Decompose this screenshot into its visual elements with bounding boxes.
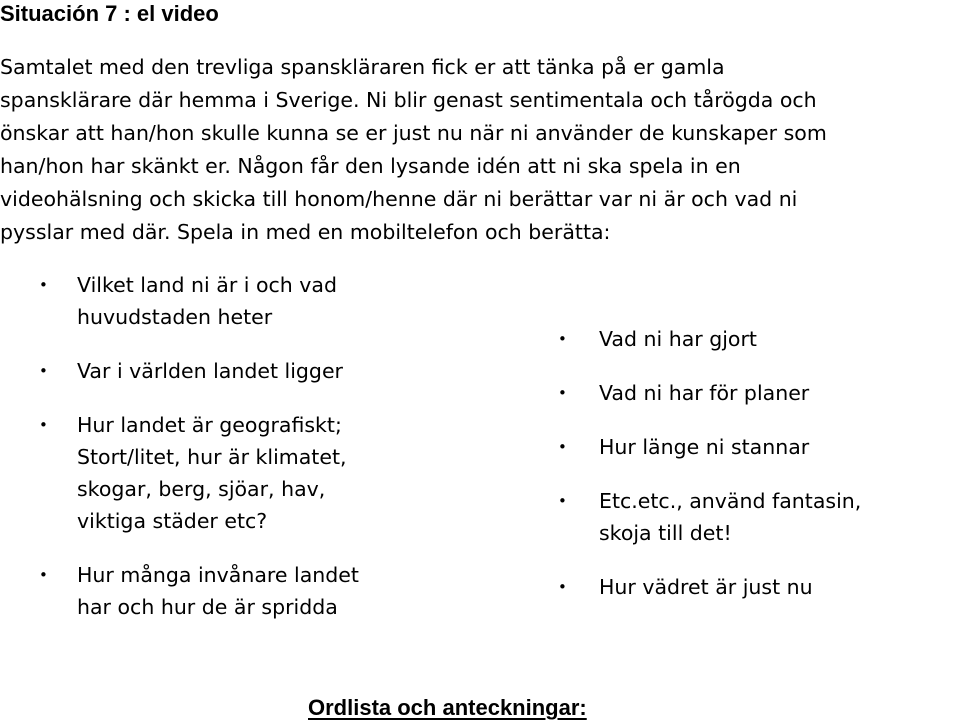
page-title: Situación 7 : el video bbox=[0, 1, 219, 26]
list-item-line: Hur länge ni stannar bbox=[599, 435, 810, 459]
list-item bbox=[522, 431, 957, 463]
list-item-line: har och hur de är spridda bbox=[77, 595, 338, 619]
right-bullet-list bbox=[522, 323, 957, 625]
list-item bbox=[0, 559, 470, 623]
list-item bbox=[0, 409, 470, 537]
list-item-line: Hur landet är geografiskt; bbox=[77, 413, 342, 437]
list-item-line: skogar, berg, sjöar, hav, bbox=[77, 477, 326, 501]
intro-line: han/hon har skänkt er. Någon får den lysande idén att ni ska spela in en bbox=[0, 154, 741, 178]
list-item-line: Etc.etc., använd fantasin, bbox=[599, 489, 862, 513]
notes-heading: Ordlista och anteckningar: bbox=[308, 695, 587, 720]
list-item bbox=[522, 323, 957, 355]
bullet-icon: • bbox=[558, 330, 567, 348]
list-item-line: viktiga städer etc? bbox=[77, 509, 268, 533]
bullet-icon: • bbox=[558, 492, 567, 510]
list-item-line: Hur många invånare landet bbox=[77, 563, 359, 587]
bullet-icon: • bbox=[39, 276, 48, 294]
list-item-line: Vilket land ni är i och vad bbox=[77, 273, 338, 297]
list-item bbox=[522, 485, 957, 549]
bullet-icon: • bbox=[558, 438, 567, 456]
list-item bbox=[522, 377, 957, 409]
list-item-line: Var i världen landet ligger bbox=[77, 359, 343, 383]
list-item-line: Hur vädret är just nu bbox=[599, 575, 813, 599]
list-item bbox=[522, 571, 957, 603]
bullet-icon: • bbox=[558, 578, 567, 596]
intro-line: pysslar med där. Spela in med en mobiltelefon och berätta: bbox=[0, 220, 611, 244]
bullet-icon: • bbox=[39, 416, 48, 434]
list-item bbox=[0, 355, 470, 387]
intro-line: Samtalet med den trevliga spanskläraren fick er att tänka på er gamla bbox=[0, 55, 725, 79]
list-item-line: Vad ni har gjort bbox=[599, 327, 757, 351]
list-item-line: huvudstaden heter bbox=[77, 305, 273, 329]
bullet-icon: • bbox=[39, 362, 48, 380]
left-bullet-list bbox=[0, 269, 470, 645]
intro-paragraph bbox=[0, 51, 955, 249]
list-item-line: Stort/litet, hur är klimatet, bbox=[77, 445, 347, 469]
bullet-icon: • bbox=[39, 566, 48, 584]
intro-line: önskar att han/hon skulle kunna se er just nu när ni använder de kunskaper som bbox=[0, 121, 827, 145]
list-item-line: skoja till det! bbox=[599, 521, 732, 545]
intro-line: videohälsning och skicka till honom/henne där ni berättar var ni är och vad ni bbox=[0, 187, 798, 211]
intro-line: spansklärare där hemma i Sverige. Ni blir genast sentimentala och tårögda och bbox=[0, 88, 817, 112]
list-item-line: Vad ni har för planer bbox=[599, 381, 810, 405]
bullet-icon: • bbox=[558, 384, 567, 402]
list-item bbox=[0, 269, 470, 333]
